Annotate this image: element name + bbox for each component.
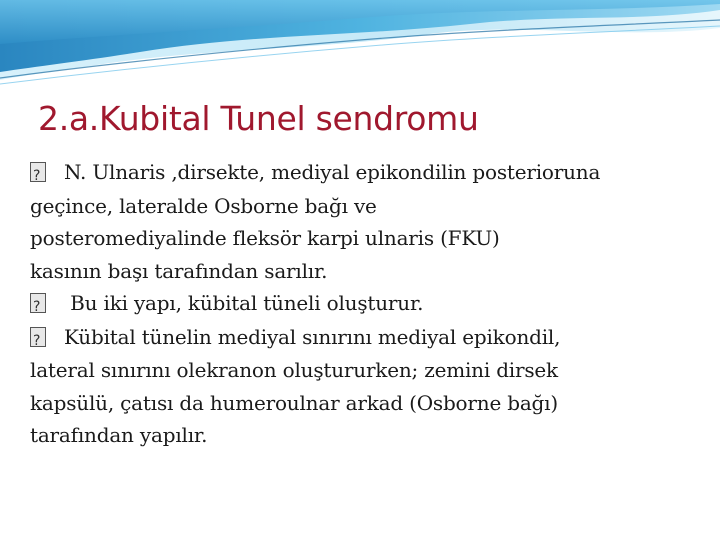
paragraph-line: geçince, lateralde Osborne bağı ve: [30, 193, 377, 218]
paragraph-line: Kübital tünelin mediyal sınırını mediyal epikondil,: [64, 324, 561, 349]
bullet-paragraph: [30, 287, 710, 321]
slide-body: [30, 156, 710, 452]
bullet-paragraph: [30, 321, 710, 452]
paragraph-line: posteromediyalinde fleksör karpi ulnaris (FKU): [30, 226, 500, 250]
bullet-icon: [30, 288, 64, 321]
paragraph-line: kasının başı tarafından sarılır.: [30, 258, 328, 283]
slide-title: 2.a.Kubital Tunel sendromu: [38, 99, 479, 138]
paragraph-line: N. Ulnaris ,dirsekte, mediyal epikondilin posterioruna: [64, 160, 601, 184]
decorative-wave-header: [0, 0, 720, 90]
bullet-icon: [30, 157, 64, 190]
bullet-paragraph: [30, 156, 710, 287]
paragraph-line: kapsülü, çatısı da humeroulnar arkad (Osborne bağı): [30, 390, 558, 415]
missing-glyph-icon: [30, 293, 46, 313]
missing-glyph-icon: [30, 162, 46, 182]
paragraph-line: tarafından yapılır.: [30, 423, 208, 447]
missing-glyph-icon: [30, 327, 46, 347]
paragraph-line: lateral sınırını olekranon oluştururken; zemini dirsek: [30, 358, 558, 382]
paragraph-line: Bu iki yapı, kübital tüneli oluşturur.: [64, 291, 424, 315]
bullet-icon: [30, 322, 64, 355]
